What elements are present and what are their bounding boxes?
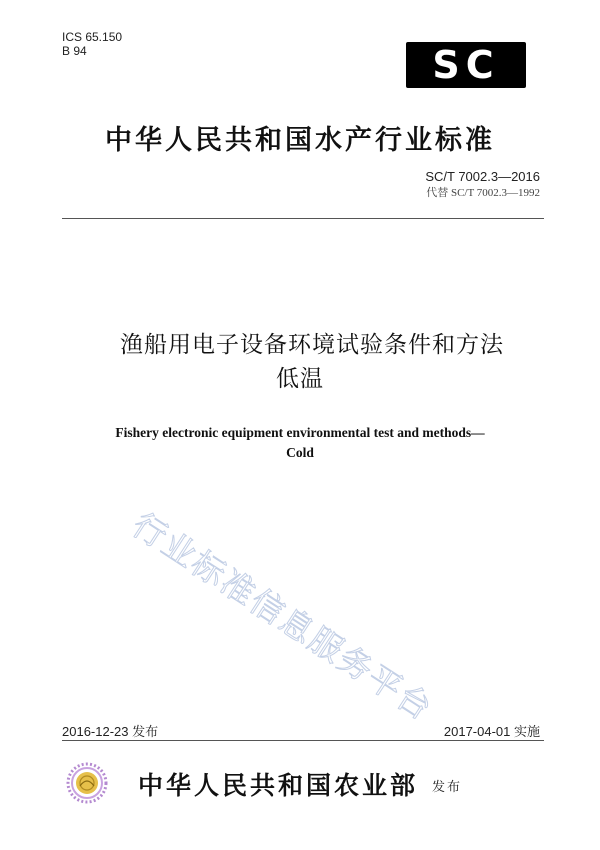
replaces-standard: 代替 SC/T 7002.3—1992 bbox=[426, 187, 540, 199]
implement-date: 2017-04-01 实施 bbox=[443, 724, 540, 739]
sc-logo: SC bbox=[406, 42, 526, 88]
watermark: 行业标准信息服务平台 bbox=[125, 505, 441, 729]
issue-date: 2016-12-23 发布 bbox=[62, 724, 159, 739]
chinese-title bbox=[60, 328, 580, 396]
chinese-title-line1: 渔船用电子设备环境试验条件和方法 bbox=[120, 332, 504, 358]
english-title-line2: Cold bbox=[286, 445, 314, 460]
top-divider bbox=[62, 218, 544, 219]
ministry-emblem-icon bbox=[66, 762, 108, 804]
standard-number-block bbox=[425, 168, 540, 201]
classification-codes bbox=[62, 30, 122, 58]
standard-category-title: 中华人民共和国水产行业标准 bbox=[105, 125, 495, 156]
publish-label: 发布 bbox=[432, 780, 463, 795]
ccs-code: B 94 bbox=[62, 44, 87, 58]
ics-code: ICS 65.150 bbox=[62, 30, 123, 44]
publisher-name: 中华人民共和国农业部 bbox=[138, 771, 419, 800]
emblem-center bbox=[76, 772, 98, 794]
standard-number: SC/T 7002.3—2016 bbox=[425, 169, 540, 184]
bottom-divider bbox=[62, 740, 544, 741]
english-title bbox=[60, 423, 540, 463]
chinese-title-line2: 低温 bbox=[276, 366, 324, 392]
english-title-line1: Fishery electronic equipment environmental test and methods— bbox=[115, 425, 485, 440]
